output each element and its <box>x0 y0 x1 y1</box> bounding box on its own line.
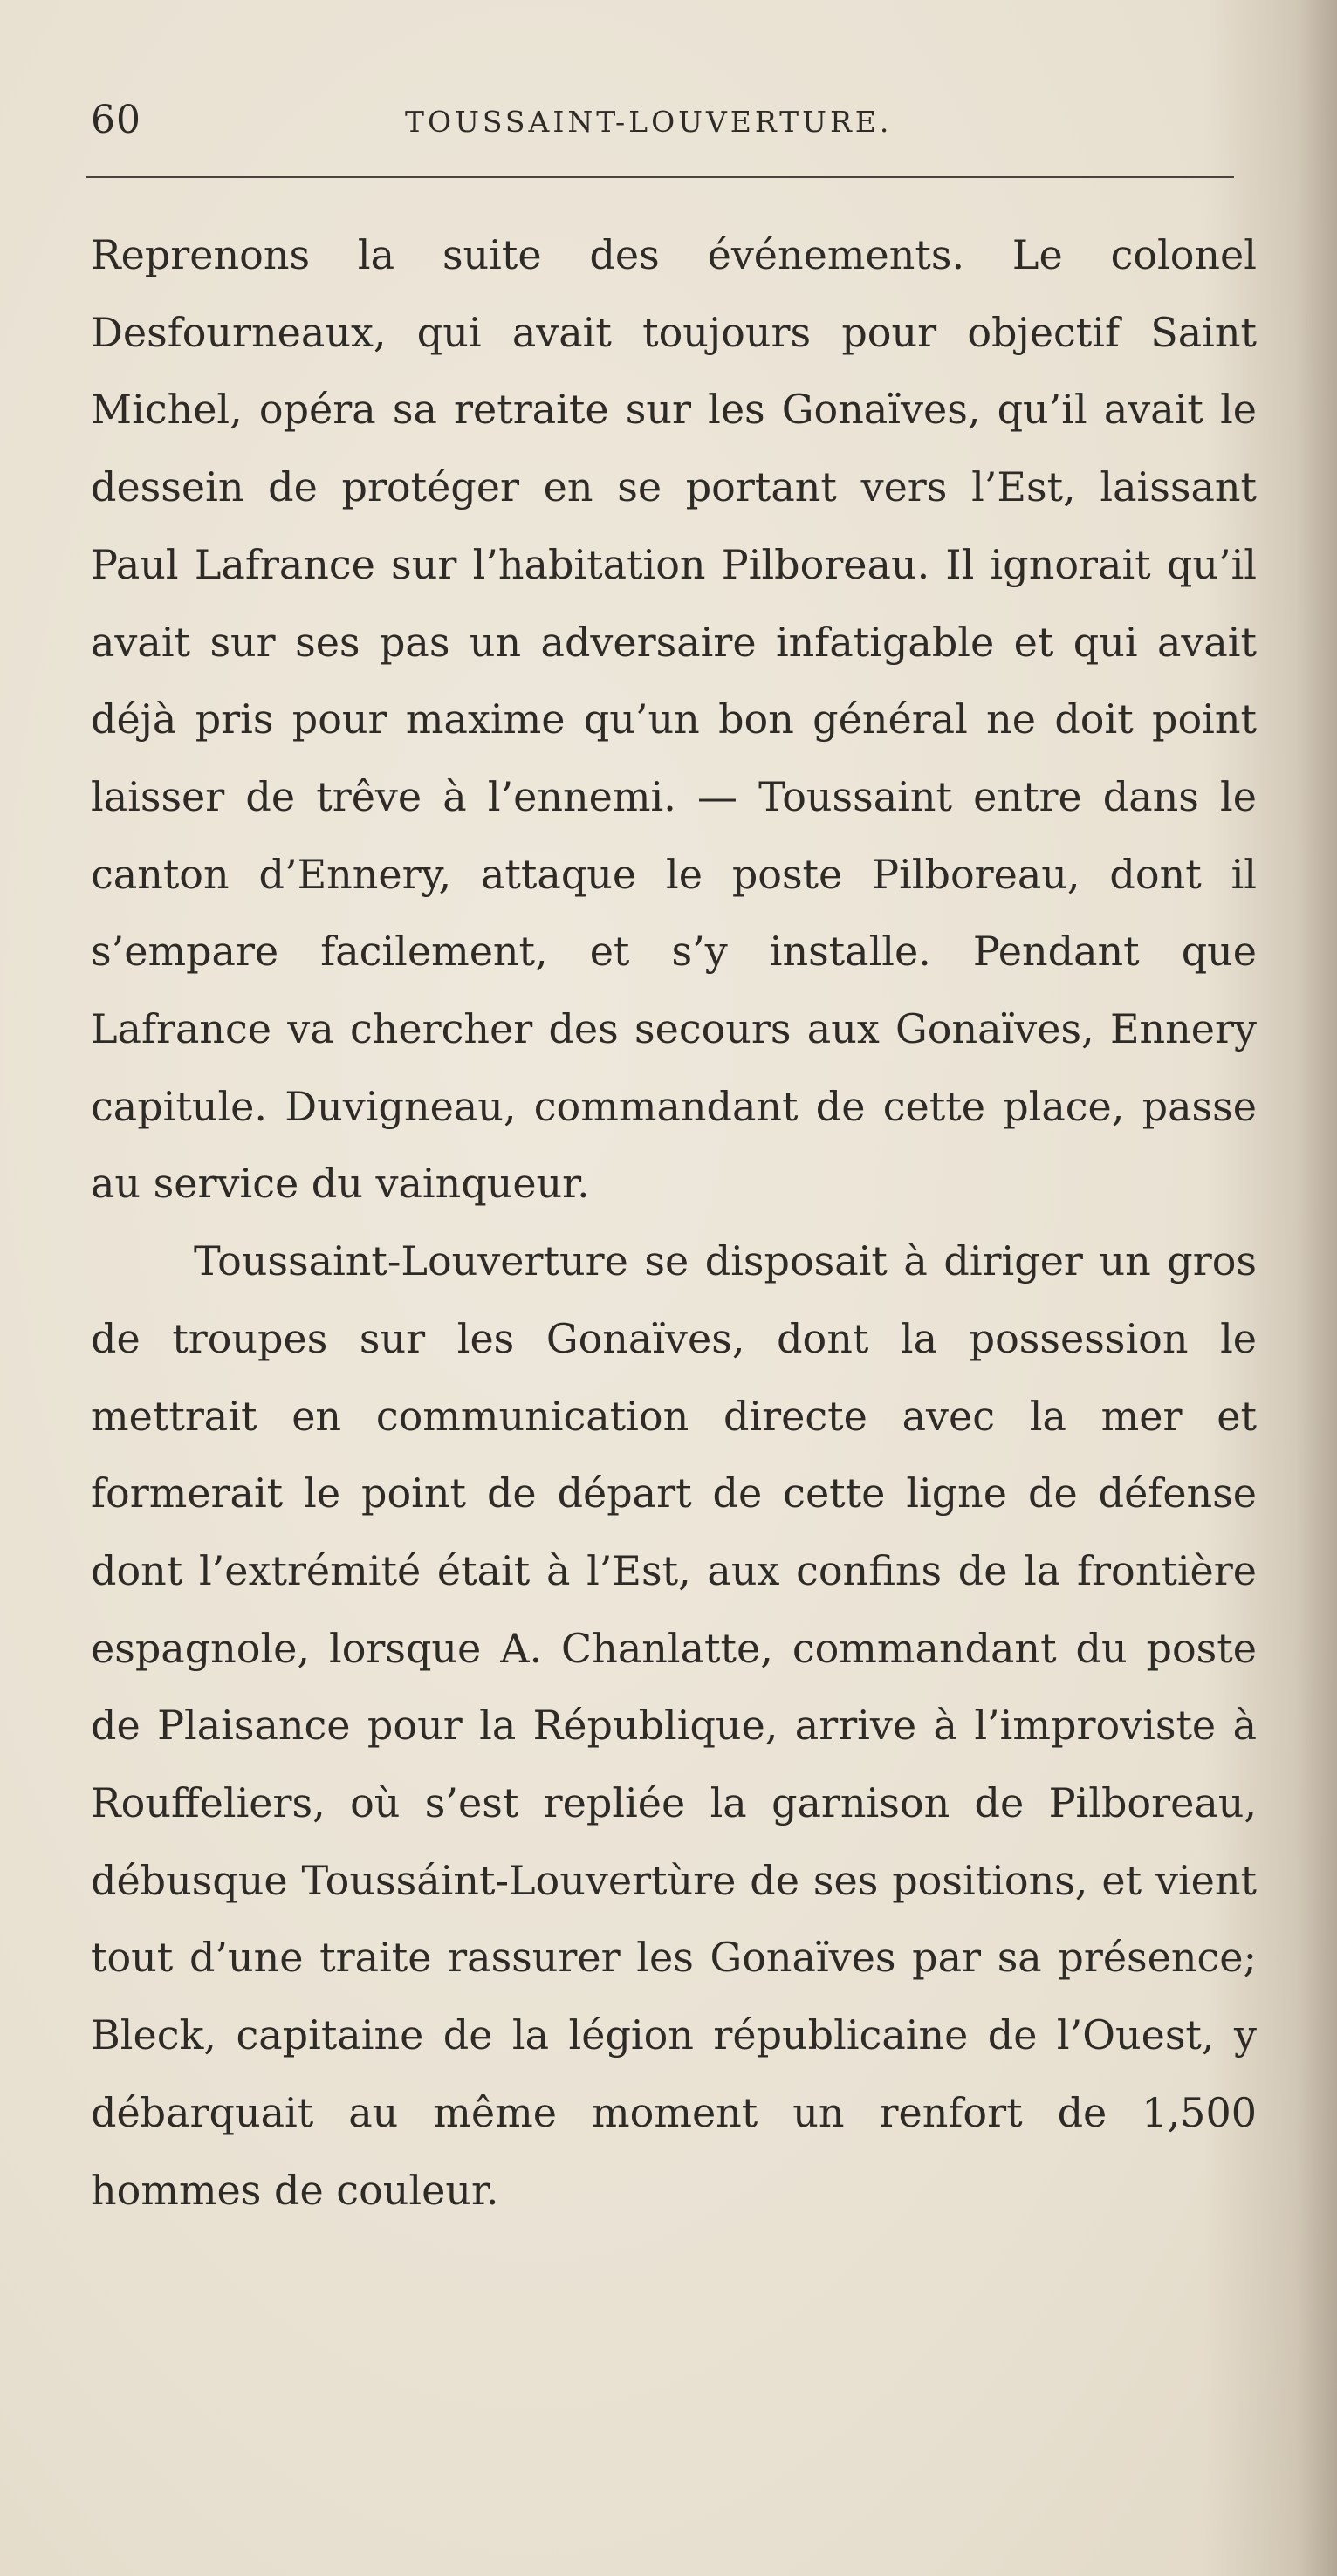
running-title: TOUSSAINT-LOUVERTURE. <box>405 105 893 139</box>
paragraph-1: Reprenons la suite des événements. Le colonel Desfourneaux, qui avait toujours pour objectif Saint Michel, opéra sa retraite sur les Gonaïves, qu’il avait le dessein de protéger en se portant vers l’Est, laissant Paul Lafrance sur l’habitation Pilboreau. Il ignorait qu’il avait sur ses pas un adversaire infatigable et qui avait déjà pris pour maxime qu’un bon général ne doit point laisser de trêve à l’ennemi. — Toussaint entre dans le canton d’Ennery, attaque le poste Pilboreau, dont il s’empare facilement, et s’y installe. Pendant que Lafrance va chercher des secours aux Gonaïves, Ennery capitule. Duvigneau, commandant de cette place, passe au service du vainqueur. <box>91 231 1257 1208</box>
body-text <box>91 216 1257 2229</box>
header-rule <box>86 176 1234 178</box>
running-head <box>91 98 1243 150</box>
page-number: 60 <box>91 98 141 142</box>
paragraph-2: Toussaint-Louverture se disposait à diriger un gros de troupes sur les Gonaïves, dont la possession le mettrait en communication directe avec la mer et formerait le point de départ de cette ligne de défense dont l’extrémité était à l’Est, aux confins de la frontière espagnole, lorsque A. Chanlatte, commandant du poste de Plaisance pour la République, arrive à l’improviste à Rouffeliers, où s’est repliée la garnison de Pilboreau, débusque Toussáint-Louvertùre de ses positions, et vient tout d’une traite rassurer les Gonaïves par sa présence; Bleck, capitaine de la légion républicaine de l’Ouest, y débarquait au même moment un renfort de 1,500 hommes de couleur. <box>91 1237 1257 2214</box>
